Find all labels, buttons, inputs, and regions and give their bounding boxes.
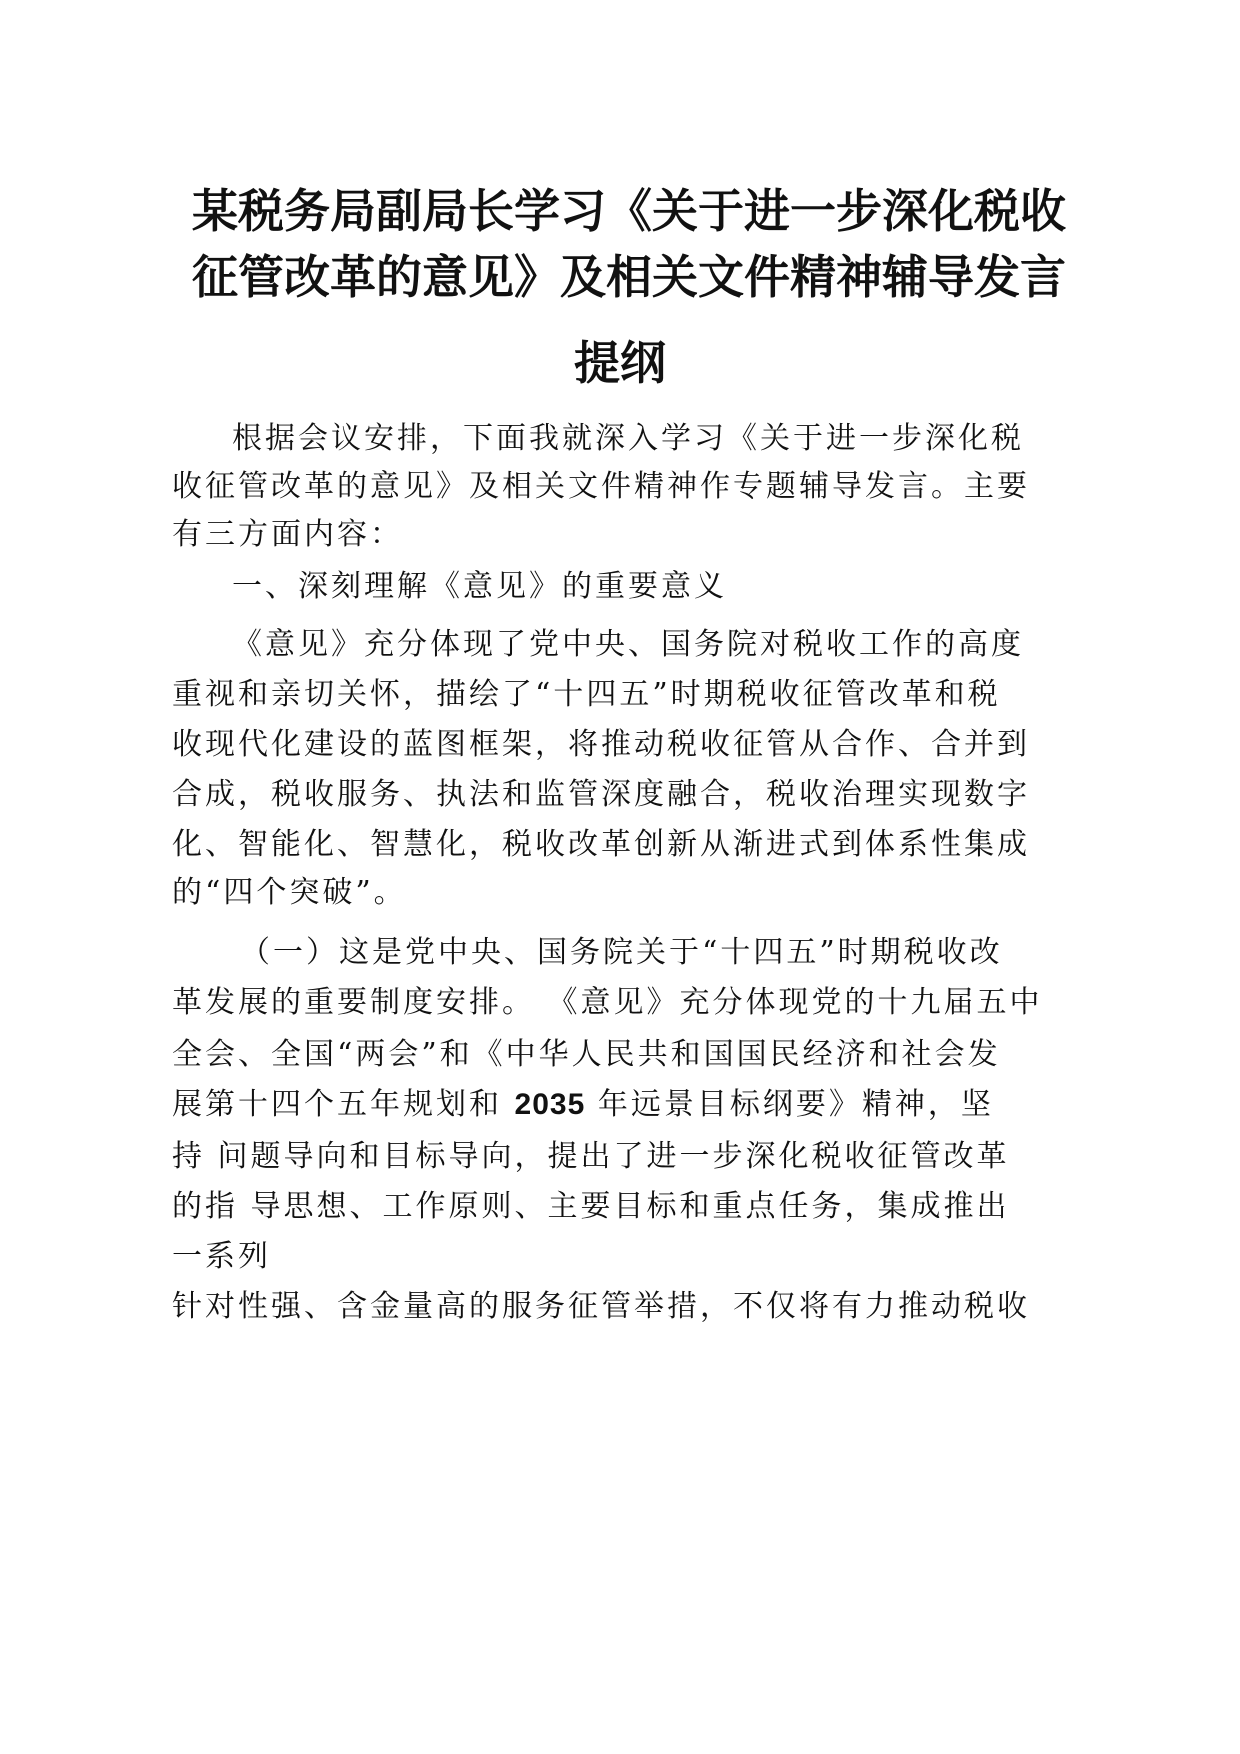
document-title-line-1: 某税务局副局长学习《关于进一步深化税收 bbox=[192, 184, 1066, 238]
document-title-line-2: 征管改革的意见》及相关文件精神辅导发言 bbox=[192, 250, 1066, 304]
paragraph-3-line-6: 的指 导思想、工作原则、主要目标和重点任务，集成推出 bbox=[172, 1189, 1010, 1224]
paragraph-3-line-7: 一系列 bbox=[172, 1239, 271, 1274]
paragraph-2-line-3: 收现代化建设的蓝图框架，将推动税收征管从合作、合并到 bbox=[172, 727, 1030, 762]
paragraph-3-line-5: 持 问题导向和目标导向，提出了进一步深化税收征管改革 bbox=[172, 1139, 1010, 1174]
paragraph-2-line-4: 合成，税收服务、执法和监管深度融合，税收治理实现数字 bbox=[172, 777, 1030, 812]
paragraph-3-line-4-pre: 展第十四个五年规划和 bbox=[172, 1087, 502, 1122]
paragraph-3-line-3: 全会、全国“两会”和《中华人民共和国国民经济和社会发 bbox=[172, 1037, 1001, 1072]
paragraph-3-line-8: 针对性强、含金量高的服务征管举措，不仅将有力推动税收 bbox=[172, 1289, 1030, 1324]
paragraph-3-line-1: （一）这是党中央、国务院关于“十四五”时期税收改 bbox=[240, 935, 1003, 970]
paragraph-3-line-4 bbox=[172, 1087, 994, 1122]
paragraph-1-line-1: 根据会议安排，下面我就深入学习《关于进一步深化税 bbox=[232, 421, 1024, 456]
section-heading-1: 一、深刻理解《意见》的重要意义 bbox=[232, 569, 727, 604]
paragraph-2-line-6: 的“四个突破”。 bbox=[172, 875, 407, 910]
year-number: 2035 bbox=[514, 1088, 586, 1121]
paragraph-3-line-4-post: 年远景目标纲要》精神，坚 bbox=[597, 1087, 994, 1122]
paragraph-2-line-2: 重视和亲切关怀，描绘了“十四五”时期税收征管改革和税 bbox=[172, 677, 1001, 712]
paragraph-2-line-1: 《意见》充分体现了党中央、国务院对税收工作的高度 bbox=[232, 627, 1024, 662]
paragraph-1-line-3: 有三方面内容： bbox=[172, 517, 403, 552]
paragraph-2-line-5: 化、智能化、智慧化，税收改革创新从渐进式到体系性集成 bbox=[172, 827, 1030, 862]
paragraph-3-line-2: 革发展的重要制度安排。 《意见》充分体现党的十九届五中 bbox=[172, 985, 1043, 1020]
document-title-line-3: 提纲 bbox=[574, 336, 666, 390]
paragraph-1-line-2: 收征管改革的意见》及相关文件精神作专题辅导发言。主要 bbox=[172, 469, 1030, 504]
